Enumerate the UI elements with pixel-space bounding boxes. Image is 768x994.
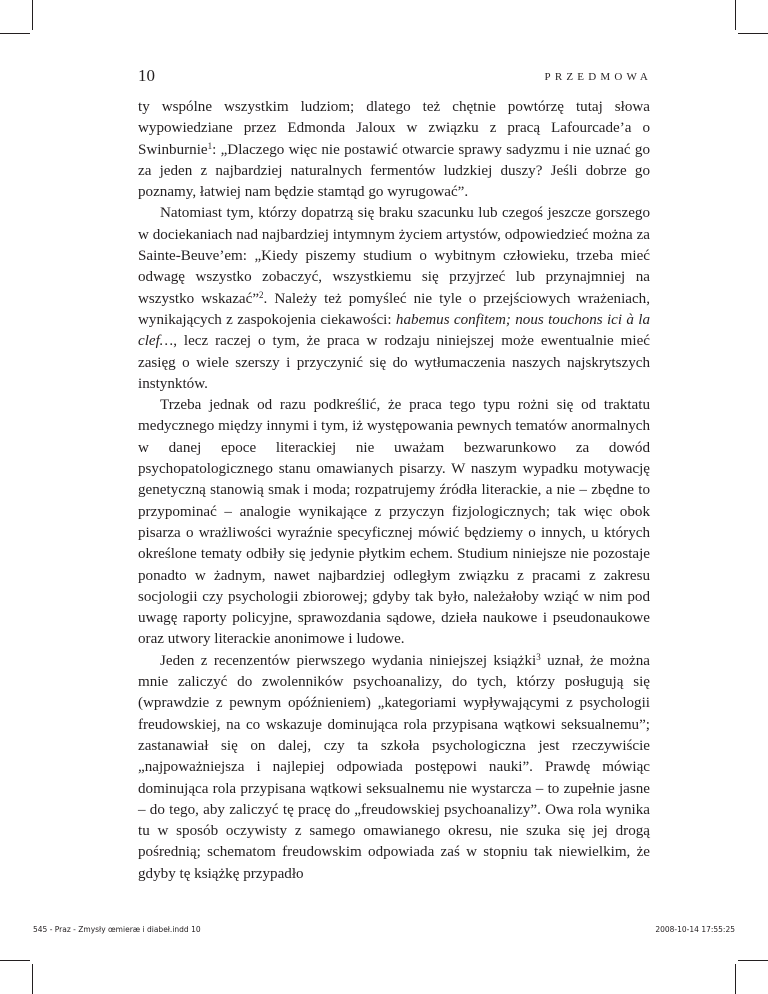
text-run: , lecz raczej o tym, że praca w rodzaju niniejszej może ewentualnie mieć zasięg o wiele szerszy i przyczynić się do wytłumaczenia naszych najskrytszych instynktów.	[138, 333, 650, 392]
running-head: PRZEDMOWA	[544, 71, 652, 83]
crop-mark	[32, 0, 33, 30]
text-run: . Należy też pomyśleć nie tyle o przejściowych wrażeniach, wynikających z zaspokojenia ciekawości:	[138, 290, 650, 328]
text-run: ty wspólne wszystkim ludziom; dlatego też chętnie powtórzę tutaj słowa wypowiedziane przez Edmonda Jaloux w związku z pracą Lafourcade’a o Swinburnie	[138, 99, 650, 158]
body-text	[138, 97, 650, 885]
text-run: Jeden z recenzentów pierwszego wydania niniejszej książki	[160, 652, 537, 669]
paragraph	[138, 651, 650, 885]
text-run: Natomiast tym, którzy dopatrzą się braku szacunku lub czegoś jeszcze gorszego w dociekaniach nad najbardziej intymnym życiem artystów, odpowiedzieć można za Sainte-Beuve’em: „Kiedy piszemy studium o wybitnym człowieku, trzeba mieć odwagę wszystko zobaczyć, wszystkiemu się przyjrzeć lub przynajmniej na wszystko wskazać”	[138, 205, 650, 307]
crop-mark	[735, 0, 736, 30]
paragraph	[138, 97, 650, 203]
text-run: uznał, że można mnie zaliczyć do zwolenników psychoanalizy, do tych, którzy posługują się (wprawdzie z pewnym opóźnieniem) „kategoriami wypływającymi z psychologii freudowskiej, na co wskazuje dominująca rola przypisana wątkowi seksualnemu”; zastanawiał się on dalej, czy ta szkoła psychologiczna jest rzeczywiście „najpoważniejsza i najlepiej odpowiada postępowi nauki”. Prawdę mówiąc dominująca rola przypisana wątkowi seksualnemu nie wystarcza – to zupełnie jasne – do tego, aby zaliczyć tę pracę do „freudowskiej psychoanalizy”. Owa rola wynika tu w sposób oczywisty z samego omawianego okresu, nie szuka się jej drogą pośrednią; schematom freudowskim odpowiada zaś w stopniu tak niewielkim, że gdyby tę książkę przypadło	[138, 652, 650, 882]
text-run: : „Dlaczego więc nie postawić otwarcie sprawy sadyzmu i nie uznać go za jeden z najbardziej naturalnych fermentów ludzkiej duszy? Jeśli dobrze go poznamy, łatwiej nam będzie stamtąd go wyrugować”.	[138, 141, 650, 201]
footnote-ref: 2	[259, 289, 264, 300]
crop-mark	[0, 960, 30, 961]
footnote-ref: 3	[536, 651, 541, 662]
footnote-ref: 1	[207, 140, 213, 151]
print-slug-timestamp: 2008-10-14 17:55:25	[655, 925, 735, 934]
page-number: 10	[138, 66, 155, 85]
text-run: Trzeba jednak od razu podkreślić, że praca tego typu rożni się od traktatu medycznego między innymi i tym, iż występowania pewnych tematów anormalnych w danej epoce literackiej nie uważam bezwarunkowo za dowód psychopatologicznego stanu omawianych pisarzy. W naszym wypadku motywację genetyczną stanowią smak i moda; rozpatrujemy źródła literackie, a nie – zbędne to przypominać – analogie wynikające z przyczyn fizjologicznych; tak więc obok pisarza o wrażliwości wyraźnie specyficznej mówić będziemy o innych, u których określone tematy odbiły się jedynie płytkim echem. Studium niniejsze nie pozostaje ponadto w żadnym, nawet najbardziej odległym związku z pracami z zakresu socjologii czy psychologii zbiorowej; gdyby tak było, należałoby wziąć w nim pod uwagę raporty policyjne, sprawozdania sądowe, dzieła naukowe i pseudonaukowe oraz utwory literackie anonimowe i ludowe.	[138, 397, 650, 648]
crop-mark	[738, 960, 768, 961]
crop-mark	[32, 964, 33, 994]
crop-mark	[738, 33, 768, 34]
paragraph	[138, 395, 650, 651]
print-slug-filename: 545 - Praz - Zmysły œmieræ i diabeł.indd 10	[33, 925, 201, 934]
italic-text: habemus confitem; nous touchons ici à la clef…	[138, 311, 650, 350]
crop-mark	[0, 33, 30, 34]
crop-mark	[735, 964, 736, 994]
paragraph	[138, 203, 650, 395]
